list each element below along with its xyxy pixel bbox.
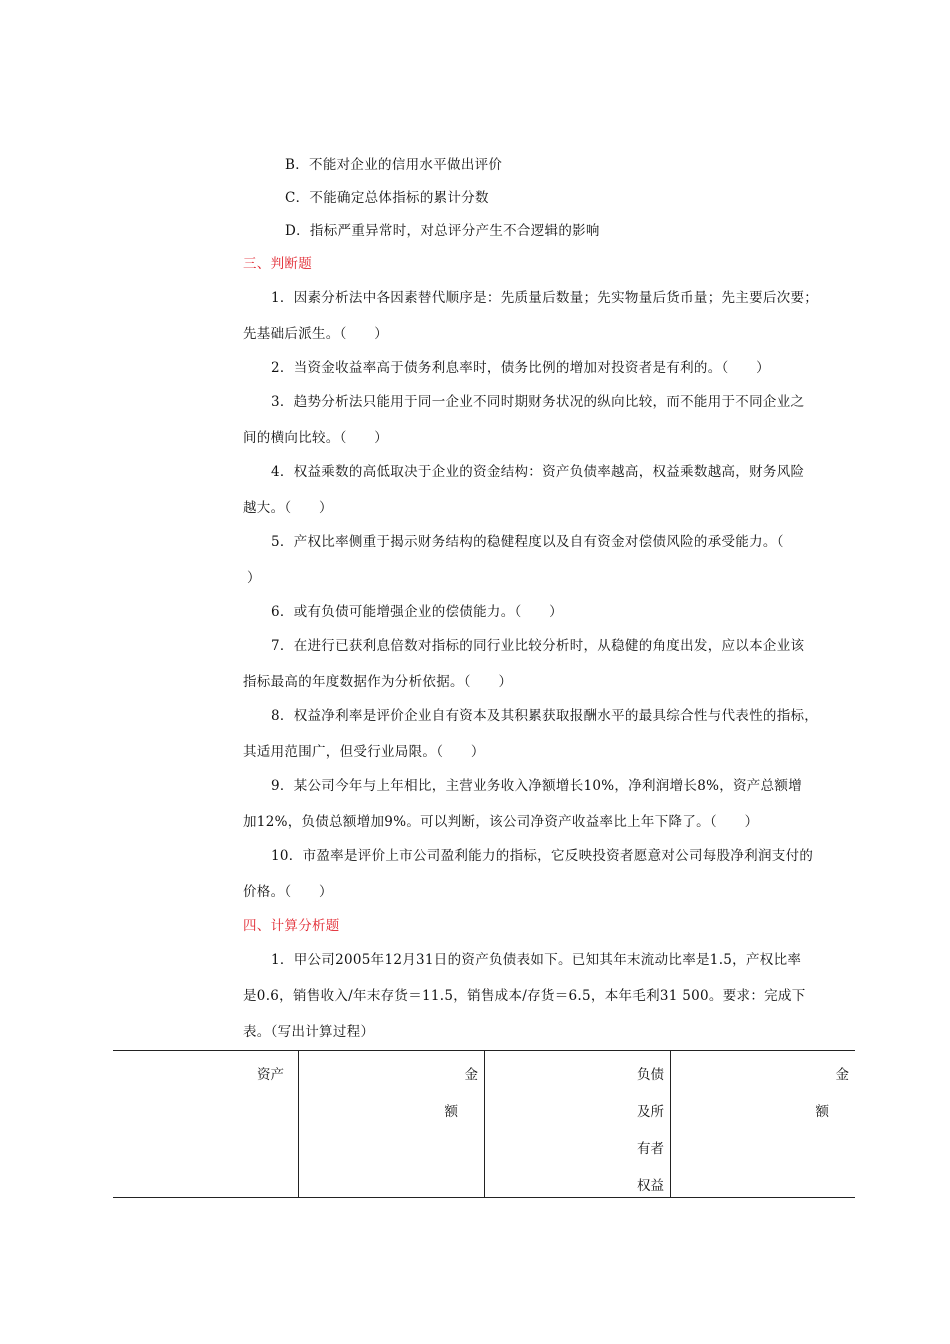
calc-question-line1: 1．甲公司2005年12月31日的资产负债表如下。已知其年末流动比率是1.5，产权比率 — [271, 952, 802, 968]
header-assets-text: 资产 — [257, 1067, 284, 1083]
judgment-4-line2: 越大。（ ） — [243, 500, 333, 516]
judgment-10-line2: 价格。（ ） — [243, 884, 333, 900]
header-amount-2-char1: 金 — [835, 1067, 849, 1083]
calc-question-line3: 表。（写出计算过程） — [243, 1024, 375, 1040]
judgment-1-line2: 先基础后派生。（ ） — [243, 326, 389, 342]
option-d: D．指标严重异常时，对总评分产生不合逻辑的影响 — [285, 223, 600, 239]
judgment-10-line1: 10．市盈率是评价上市公司盈利能力的指标，它反映投资者愿意对公司每股净利润支付的 — [271, 848, 814, 864]
judgment-4-line1: 4．权益乘数的高低取决于企业的资金结构：资产负债率越高，权益乘数越高，财务风险 — [271, 464, 805, 480]
judgment-9-line2: 加12%，负债总额增加9%。可以判断，该公司净资产收益率比上年下降了。（ ） — [243, 814, 759, 830]
header-cell-liabilities-equity — [485, 1051, 671, 1198]
header-amount-2-char2: 额 — [815, 1104, 829, 1120]
header-liab-part4: 权益 — [637, 1178, 664, 1194]
header-liab-part1: 负债 — [637, 1067, 664, 1083]
option-c: C．不能确定总体指标的累计分数 — [285, 190, 489, 206]
calc-question-line2: 是0.6，销售收入/年末存货＝11.5，销售成本/存货＝6.5，本年毛利31 500。要求：完成下 — [243, 988, 806, 1004]
header-cell-amount-2 — [671, 1051, 856, 1198]
judgment-9-line1: 9．某公司今年与上年相比，主营业务收入净额增长10%，净利润增长8%，资产总额增 — [271, 778, 803, 794]
judgment-2-line1: 2．当资金收益率高于债务利息率时，债务比例的增加对投资者是有利的。（ ） — [271, 360, 770, 376]
header-cell-amount-1 — [299, 1051, 485, 1198]
section-title-judgment: 三、判断题 — [243, 256, 312, 272]
header-liab-part2: 及所 — [637, 1104, 664, 1120]
option-b: B．不能对企业的信用水平做出评价 — [285, 157, 503, 173]
table-header-row — [113, 1051, 855, 1198]
judgment-3-line2: 间的横向比较。（ ） — [243, 430, 389, 446]
judgment-8-line2: 其适用范围广，但受行业局限。（ ） — [243, 744, 485, 760]
judgment-1-line1: 1．因素分析法中各因素替代顺序是：先质量后数量；先实物量后货币量；先主要后次要； — [271, 290, 819, 306]
judgment-5-line1: 5．产权比率侧重于揭示财务结构的稳健程度以及自有资金对偿债风险的承受能力。（ — [271, 534, 784, 550]
judgment-7-line2: 指标最高的年度数据作为分析依据。（ ） — [243, 674, 513, 690]
section-title-calculation: 四、计算分析题 — [243, 918, 340, 934]
judgment-7-line1: 7．在进行已获利息倍数对指标的同行业比较分析时，从稳健的角度出发，应以本企业该 — [271, 638, 805, 654]
judgment-5-line2: ） — [247, 570, 261, 586]
judgment-3-line1: 3．趋势分析法只能用于同一企业不同时期财务状况的纵向比较，而不能用于不同企业之 — [271, 394, 805, 410]
header-amount-1-char2: 额 — [444, 1104, 458, 1120]
header-amount-1-char1: 金 — [464, 1067, 478, 1083]
header-cell-assets — [113, 1051, 299, 1198]
judgment-6-line1: 6．或有负债可能增强企业的偿债能力。（ ） — [271, 604, 563, 620]
judgment-8-line1: 8．权益净利率是评价企业自有资本及其积累获取报酬水平的最具综合性与代表性的指标， — [271, 708, 819, 724]
header-liab-part3: 有者 — [637, 1141, 664, 1157]
balance-sheet-table — [113, 1050, 855, 1198]
